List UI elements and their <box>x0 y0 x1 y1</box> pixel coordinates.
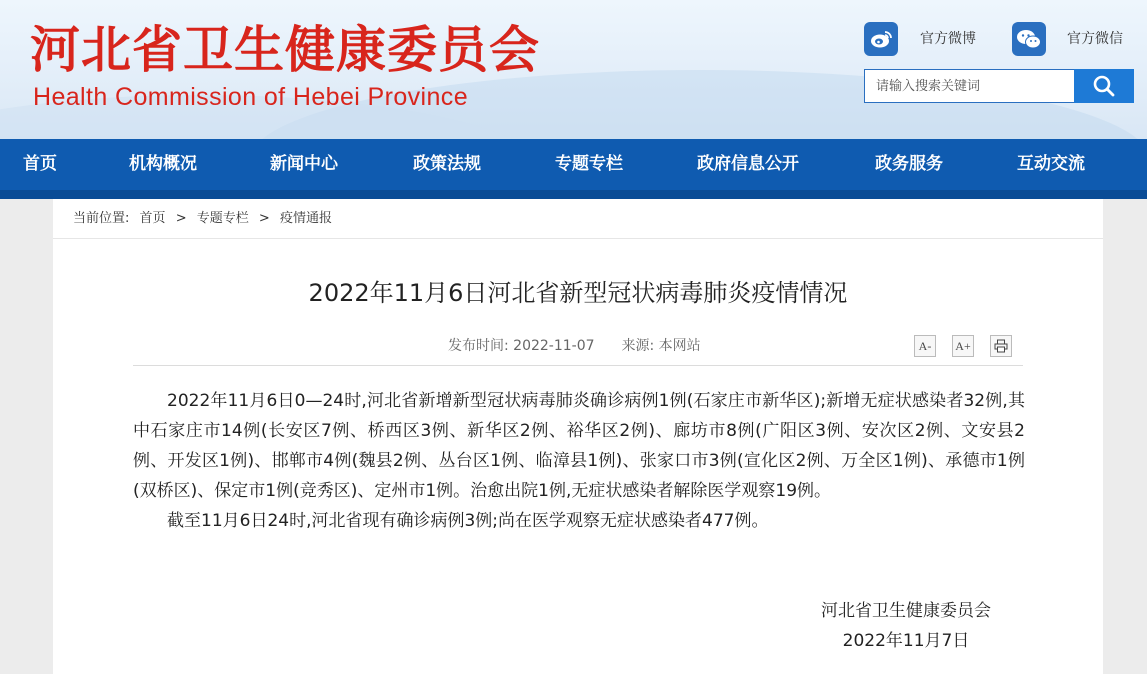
breadcrumb-home[interactable]: 首页 <box>139 211 166 226</box>
breadcrumb <box>73 210 332 228</box>
publish-date: 2022-11-07 <box>513 338 595 354</box>
article-paragraph: 截至11月6日24时,河北省现有确诊病例3例;尚在医学观察无症状感染者477例。 <box>167 511 769 531</box>
article-meta <box>448 337 701 355</box>
article-container <box>53 199 1103 674</box>
publish-label: 发布时间: <box>448 338 509 354</box>
breadcrumb-topics[interactable]: 专题专栏 <box>196 211 249 226</box>
wechat-link[interactable] <box>1012 22 1123 56</box>
article-title: 2022年11月6日河北省新型冠状病毒肺炎疫情情况 <box>308 279 848 307</box>
divider <box>53 238 1103 239</box>
site-search <box>864 69 1134 103</box>
breadcrumb-epidemic[interactable]: 疫情通报 <box>279 211 332 226</box>
nav-item-news[interactable]: 新闻中心 <box>270 154 338 174</box>
nav-item-about[interactable]: 机构概况 <box>129 154 197 174</box>
site-logo-en[interactable]: Health Commission of Hebei Province <box>33 83 469 111</box>
nav-divider <box>0 190 1147 199</box>
signature-org: 河北省卫生健康委员会 <box>821 601 991 621</box>
breadcrumb-separator: > <box>258 211 270 226</box>
source-label: 来源: <box>621 338 655 354</box>
nav-item-policy[interactable]: 政策法规 <box>413 154 481 174</box>
nav-item-topics[interactable]: 专题专栏 <box>555 154 623 174</box>
wechat-icon[interactable] <box>1012 22 1046 56</box>
source-value: 本网站 <box>658 338 701 354</box>
divider <box>133 365 1023 366</box>
nav-item-services[interactable]: 政务服务 <box>875 154 943 174</box>
print-button[interactable] <box>990 335 1012 357</box>
weibo-link[interactable] <box>864 22 976 56</box>
nav-item-interaction[interactable]: 互动交流 <box>1017 154 1085 174</box>
main-nav <box>0 139 1147 190</box>
wechat-label[interactable]: 官方微信 <box>1067 31 1123 47</box>
search-input[interactable] <box>864 69 1074 103</box>
nav-item-gov-info[interactable]: 政府信息公开 <box>697 154 799 174</box>
weibo-icon[interactable] <box>864 22 898 56</box>
weibo-label[interactable]: 官方微博 <box>920 31 976 47</box>
site-header <box>0 0 1147 139</box>
article-signature <box>821 596 991 656</box>
search-button[interactable] <box>1074 69 1134 103</box>
print-icon <box>994 339 1008 353</box>
site-logo-cn[interactable]: 河北省卫生健康委员会 <box>30 20 540 79</box>
search-icon <box>1092 74 1116 98</box>
article-paragraph: 2022年11月6日0—24时,河北省新增新型冠状病毒肺炎确诊病例1例(石家庄市新华区);新增无症状感染者32例,其中石家庄市14例(长安区7例、桥西区3例、新华区2例、裕华区2例)、廊坊市8例(广阳区3例、安次区2例、文安县2例、开发区1例)、邯郸市4例(魏县2例、丛台区1例、临漳县1例)、张家口市3例(宣化区2例、万全区1例)、承德市1例(双桥区)、保定市1例(竞秀区)、定州市1例。治愈出院1例,无症状感染者解除医学观察19例。 <box>133 391 1025 501</box>
font-increase-button[interactable]: A+ <box>952 335 974 357</box>
nav-item-home[interactable]: 首页 <box>23 154 57 174</box>
signature-date: 2022年11月7日 <box>842 631 970 651</box>
breadcrumb-separator: > <box>175 211 187 226</box>
font-decrease-button[interactable]: A- <box>914 335 936 357</box>
article-body <box>133 386 1025 536</box>
breadcrumb-prefix: 当前位置: <box>73 211 130 226</box>
